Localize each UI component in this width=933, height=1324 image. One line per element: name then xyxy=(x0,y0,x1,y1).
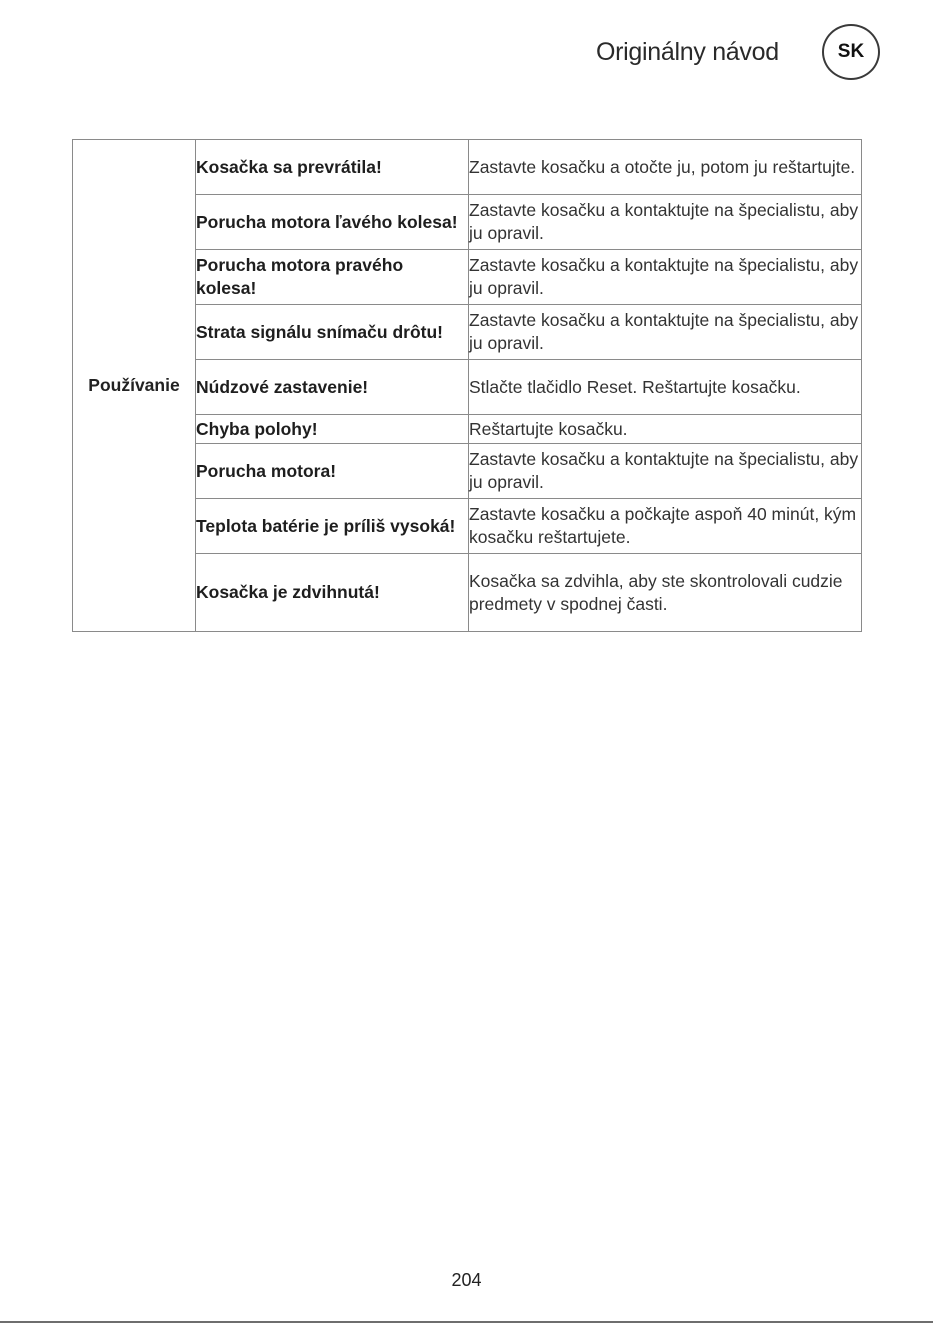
bottom-divider xyxy=(0,1321,933,1323)
page-title: Originálny návod xyxy=(596,38,779,66)
recommended-action: Zastavte kosačku a otočte ju, potom ju reštartujte. xyxy=(469,140,862,195)
recommended-action: Stlačte tlačidlo Reset. Reštartujte kosačku. xyxy=(469,360,862,415)
error-message: Porucha motora pravého kolesa! xyxy=(196,250,469,305)
recommended-action: Zastavte kosačku a kontaktujte na špecialistu, aby ju opravil. xyxy=(469,444,862,499)
error-message: Porucha motora ľavého kolesa! xyxy=(196,195,469,250)
recommended-action: Zastavte kosačku a kontaktujte na špecialistu, aby ju opravil. xyxy=(469,250,862,305)
language-badge: SK xyxy=(822,24,880,80)
troubleshooting-table xyxy=(72,139,862,632)
recommended-action: Reštartujte kosačku. xyxy=(469,415,862,444)
table-row xyxy=(73,140,862,195)
recommended-action: Zastavte kosačku a kontaktujte na špecialistu, aby ju opravil. xyxy=(469,305,862,360)
error-message: Strata signálu snímaču drôtu! xyxy=(196,305,469,360)
recommended-action: Zastavte kosačku a počkajte aspoň 40 minút, kým kosačku reštartujete. xyxy=(469,499,862,554)
section-label: Používanie xyxy=(73,140,196,632)
recommended-action: Kosačka sa zdvihla, aby ste skontrolovali cudzie predmety v spodnej časti. xyxy=(469,554,862,632)
error-message: Porucha motora! xyxy=(196,444,469,499)
error-message: Núdzové zastavenie! xyxy=(196,360,469,415)
error-message: Kosačka sa prevrátila! xyxy=(196,140,469,195)
error-message: Chyba polohy! xyxy=(196,415,469,444)
page-number: 204 xyxy=(451,1270,482,1290)
error-message: Kosačka je zdvihnutá! xyxy=(196,554,469,632)
recommended-action: Zastavte kosačku a kontaktujte na špecialistu, aby ju opravil. xyxy=(469,195,862,250)
error-message: Teplota batérie je príliš vysoká! xyxy=(196,499,469,554)
